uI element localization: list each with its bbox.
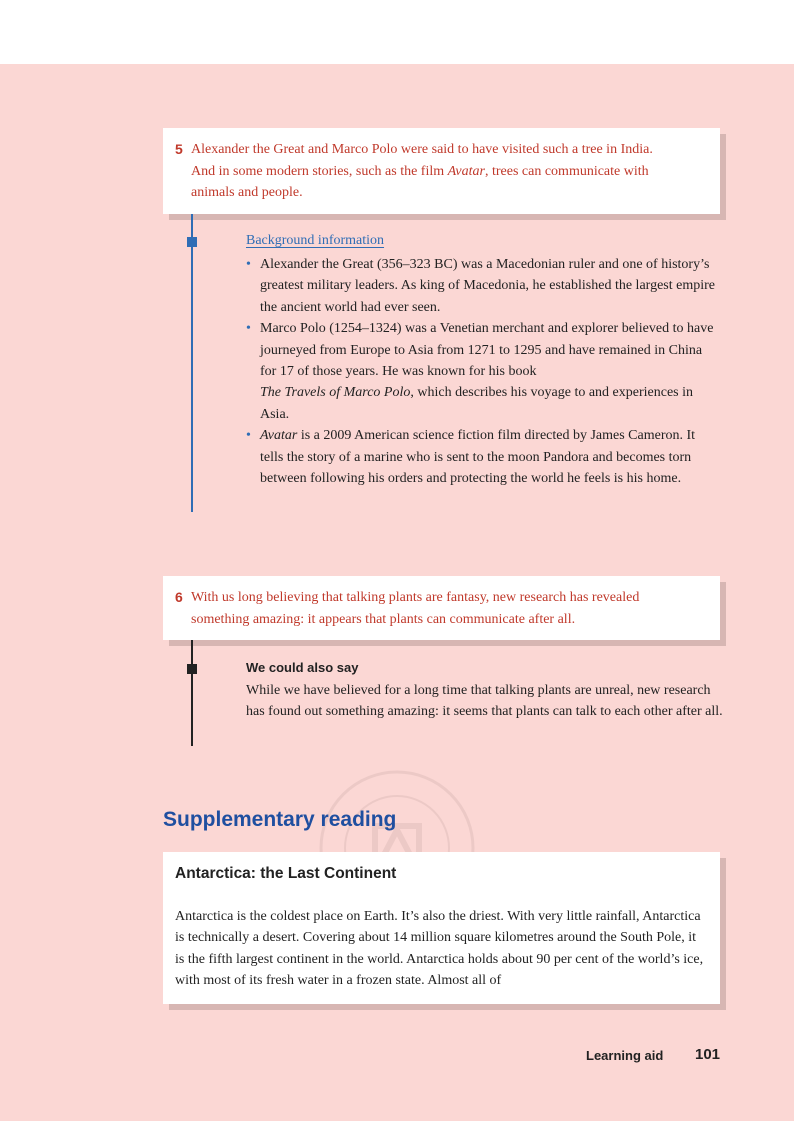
list-item: • Avatar is a 2009 American science fiction film directed by James Cameron. It tells the story of a marine who is sent to the moon Pandora and becomes torn between following his orders and protecting the world he feels is his home.: [246, 425, 716, 489]
quote-box-6: [163, 576, 720, 640]
annotation-marker: [187, 664, 197, 674]
quote-number: 6: [175, 589, 183, 605]
annotation-marker: [187, 237, 197, 247]
reading-title: Antarctica: the Last Continent: [175, 865, 397, 882]
section-heading: Supplementary reading: [163, 808, 397, 831]
page-number: 101: [695, 1046, 721, 1063]
bullet-icon: •: [246, 428, 251, 444]
annotation-line: [191, 640, 193, 746]
reading-box: [163, 852, 720, 1004]
list-item: • Marco Polo (1254–1324) was a Venetian merchant and explorer believed to have journeyed from Europe to Asia from 1271 to 1295 and have remained in China for 17 of those years. He was known for his book The Travels of Marco Polo, which describes his voyage to and experiences in Asia.: [246, 318, 716, 425]
footer-label: Learning aid: [586, 1048, 664, 1063]
bullet-icon: •: [246, 321, 251, 337]
also-say-title: We could also say: [246, 660, 359, 675]
list-item: • Alexander the Great (356–323 BC) was a Macedonian ruler and one of history’s greatest military leaders. As king of Macedonia, he established the largest empire the ancient world had ever seen.: [246, 254, 716, 318]
quote-box-5: [163, 128, 720, 214]
background-info-list: [246, 254, 716, 489]
also-say-text: While we have believed for a long time that talking plants are unreal, new research has found out something amazing: it seems that plants can talk to each other after all.: [246, 683, 723, 720]
bullet-icon: •: [246, 257, 251, 272]
reading-text: Antarctica is the coldest place on Earth. It’s also the driest. With very little rainfall, Antarctica is technically a desert. Covering about 14 million square kilometres around the South Pole, it is the fifth largest continent in the world. Antarctica holds about 90 per cent of the world’s ice, with most of its fresh water in a frozen state. Almost all of: [175, 909, 704, 989]
quote-text: With us long believing that talking plants are fantasy, new research has revealed something amazing: it appears that plants can communicate after all.: [191, 590, 640, 627]
background-info-title: Background information: [246, 233, 385, 248]
quote-number: 5: [175, 141, 183, 157]
annotation-line: [191, 214, 193, 512]
quote-text: Alexander the Great and Marco Polo were said to have visited such a tree in India. And in some modern stories, such as the film Avatar, trees can communicate with animals and people.: [191, 142, 653, 200]
